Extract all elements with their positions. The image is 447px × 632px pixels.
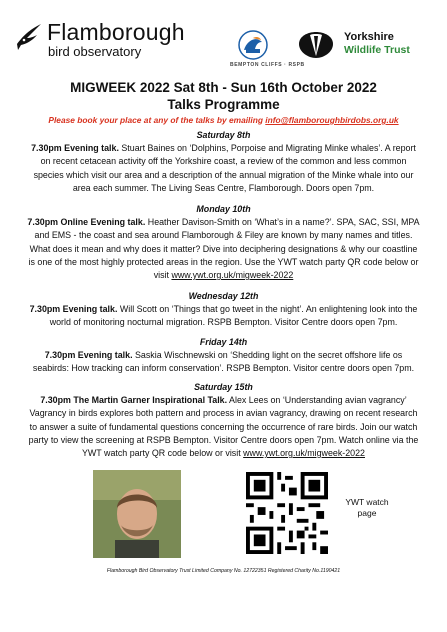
qr-code-icon[interactable] bbox=[246, 472, 328, 554]
talk-friday-14th bbox=[26, 336, 421, 376]
talk-description bbox=[26, 142, 421, 195]
talk-heading: 7.30pm Evening talk. bbox=[44, 350, 133, 361]
talk-day: Friday 14th bbox=[199, 337, 248, 347]
ywt-migweek-link[interactable]: www.ywt.org.uk/migweek-2022 bbox=[243, 448, 365, 459]
ywt-migweek-link[interactable]: www.ywt.org.uk/migweek-2022 bbox=[171, 270, 294, 281]
ywt-badger-logo-icon bbox=[296, 30, 336, 60]
talk-day: Saturday 15th bbox=[194, 382, 253, 392]
rspb-puffin-logo-icon bbox=[238, 30, 268, 60]
qr-label: YWT watch page bbox=[345, 497, 389, 518]
talk-body: Alex Lees on ‘Understanding avian vagrancy’ Vagrancy in birds explores both pattern and process in avian vagrancy, drawing on recent research to answer a suite of fundamental questions concerning the occurrence of rare birds. Join our watch party to view the screening at RSPB Bempton. Visitor Centre doors open 7pm. Watch online via the YWT watch party QR code below or visit bbox=[28, 395, 419, 459]
talk-day: Monday 10th bbox=[196, 204, 251, 214]
talk-saturday-15th bbox=[26, 381, 421, 460]
talk-heading: 7.30pm Evening talk. bbox=[29, 304, 118, 315]
talk-description bbox=[26, 349, 421, 375]
page-title: MIGWEEK 2022 Sat 8th - Sun 16th October 2022 bbox=[70, 80, 377, 95]
talk-description bbox=[26, 394, 421, 460]
talk-heading: 7.30pm The Martin Garner Inspirational Talk. bbox=[40, 395, 228, 406]
talk-heading: 7.30pm Evening talk. bbox=[31, 143, 119, 154]
talk-description bbox=[26, 216, 421, 282]
talk-saturday-8th bbox=[26, 129, 421, 195]
ywt-title-line2: Wildlife Trust bbox=[344, 44, 410, 56]
org-subtitle: bird observatory bbox=[48, 44, 142, 59]
talk-heading: 7.30pm Online Evening talk. bbox=[27, 217, 146, 228]
booking-notice bbox=[0, 115, 447, 125]
talk-day: Saturday 8th bbox=[196, 130, 251, 140]
ywt-title-line1: Yorkshire bbox=[344, 31, 394, 43]
talk-day: Wednesday 12th bbox=[188, 291, 259, 301]
speaker-photo bbox=[93, 470, 181, 558]
talk-body: Will Scott on ‘Things that go tweet in the night’. An enlightening look into the world of monitoring nocturnal migration. RSPB Bempton. Visitor Centre doors open 7pm. bbox=[49, 304, 418, 328]
talk-body: Stuart Baines on ‘Dolphins, Porpoise and Migrating Minke whales’. A report on recent cetacean activity off the Yorkshire coast, a review of the common and less common species which visit our area and a description of the annual migration of the Minke whale into our area each summer. The Living Seas Centre, Flamborough. Doors open 7pm. bbox=[33, 143, 416, 193]
talk-description bbox=[26, 303, 421, 329]
booking-email-link[interactable]: info@flamboroughbirdobs.org.uk bbox=[265, 115, 399, 125]
talk-body: Saskia Wischnewski on ‘Shedding light on the secret offshore life os seabirds: How tracking can inform conservation’. RSPB Bempton. Visitor centre doors open 7pm. bbox=[32, 350, 415, 374]
talk-monday-10th bbox=[26, 203, 421, 282]
rspb-caption: BEMPTON CLIFFS · RSPB bbox=[230, 62, 305, 68]
footer-company-info: Flamborough Bird Observatory Trust Limited Company No. 12722351 Registered Charity No.1190421 bbox=[106, 568, 341, 574]
org-name: Flamborough bbox=[47, 19, 185, 45]
talk-wednesday-12th bbox=[26, 290, 421, 330]
talk-body: Heather Davison-Smith on ‘What’s in a name?’. SPA, SAC, SSI, MPA and EMS - the coast and sea around Flamborough & Filey are known by many names and titles. What does it mean and why does it matter? Dive into deciphering designations & why our coastline is one of the most highly protected areas in the region. Use the YWT watch party QR code below or visit bbox=[28, 217, 420, 281]
header bbox=[0, 0, 447, 80]
booking-text: Please book your place at any of the talks by emailing bbox=[48, 115, 266, 125]
fbo-bird-logo-icon bbox=[15, 22, 43, 52]
page-subtitle: Talks Programme bbox=[167, 97, 280, 112]
